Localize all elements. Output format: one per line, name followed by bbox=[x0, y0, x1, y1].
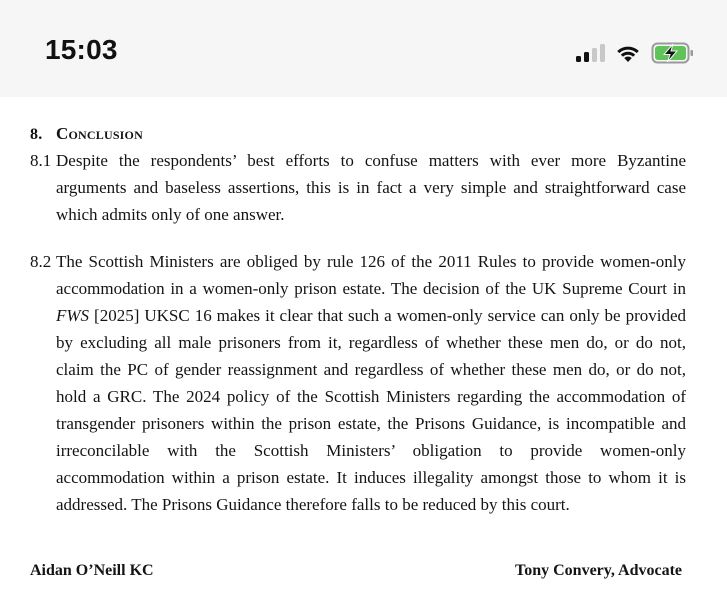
status-bar bbox=[0, 0, 727, 97]
document-page bbox=[0, 97, 727, 600]
paragraph-number: 8.1 bbox=[30, 151, 52, 170]
paragraph-line: Despite the respondents’ best efforts to confuse matters with ever more Byzantine bbox=[56, 151, 686, 170]
paragraph-line: hold a GRC. The 2024 policy of the Scottish Ministers regarding the accommodation of bbox=[56, 387, 686, 406]
signature-left: Aidan O’Neill KC bbox=[30, 562, 154, 579]
paragraph-line: transgender prisoners within the prison estate, the Prisons Guidance, is incompatible and bbox=[56, 414, 686, 433]
wifi-icon bbox=[615, 43, 641, 63]
paragraph-line: The Scottish Ministers are obliged by rule 126 of the 2011 Rules to provide women-only bbox=[56, 252, 686, 271]
paragraph-line: addressed. The Prisons Guidance therefore falls to be reduced by this court. bbox=[56, 495, 570, 514]
paragraph-line: which admits only of one answer. bbox=[56, 205, 285, 224]
paragraph-line: claim the PC of gender reassignment and regardless of whether these men do, or do not, bbox=[56, 360, 686, 379]
paragraph-line: arguments and baseless assertions, this is in fact a very simple and straightforward case bbox=[56, 178, 686, 197]
signature-right: Tony Convery, Advocate bbox=[515, 562, 682, 579]
clock-time: 15:03 bbox=[45, 34, 118, 65]
paragraph-number: 8.2 bbox=[30, 252, 52, 271]
cellular-signal-icon bbox=[576, 44, 605, 62]
paragraph-line: by excluding all male prisoners from it, regardless of whether these men do, or do not, bbox=[56, 333, 686, 352]
section-title: Conclusion bbox=[56, 124, 143, 143]
section-number: 8. bbox=[30, 126, 43, 143]
status-icons bbox=[576, 40, 695, 66]
paragraph-line: accommodation in a women-only prison estate. The decision of the UK Supreme Court in bbox=[56, 279, 686, 298]
paragraph-line: accommodation within a prison estate. It induces illegality amongst those to whom it is bbox=[56, 468, 686, 487]
paragraph-line: FWS [2025] UKSC 16 makes it clear that such a women-only service can only be provided bbox=[56, 306, 686, 325]
paragraph-line: irreconcilable with the Scottish Ministers’ obligation to provide women-only bbox=[56, 441, 686, 460]
case-name-italic: FWS bbox=[56, 306, 90, 325]
section-heading bbox=[30, 124, 143, 144]
battery-charging-icon bbox=[651, 41, 695, 65]
